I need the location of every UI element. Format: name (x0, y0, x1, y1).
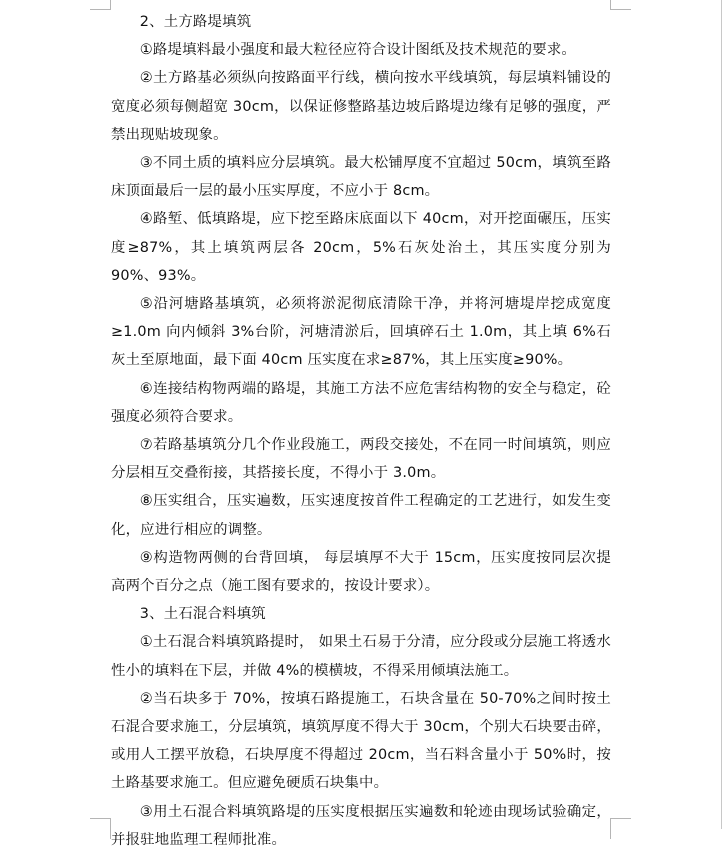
crop-mark-top-right (610, 0, 631, 10)
paragraph-work-sections: ⑦若路基填筑分几个作业段施工，两段交接处，不在同一时间填筑，则应分层相互交叠衔接，其搭接长度，不得小于 3.0m。 (111, 437, 611, 482)
paragraph-fill-strength: ①路堤填料最小强度和最大粒径应符合设计图纸及技术规范的要求。 (139, 42, 577, 59)
paragraph-compaction: ⑧压实组合，压实遍数，压实速度按首件工程确定的工艺进行，如发生变化，应进行相应的调整。 (111, 493, 611, 538)
paragraph-backfill: ⑨构造物两侧的台背回填， 每层填厚不大于 15cm，压实度按同层次提高两个百分之点（施工图有要求的，按设计要求）。 (111, 549, 611, 595)
document-body (111, 8, 611, 854)
section-heading-earth-rock-fill: 3、土石混合料填筑 (139, 606, 266, 623)
paragraph-rock-content: ②当石块多于 70%，按填石路提施工，石块含量在 50-70%之间时按土石混合要求施工，分层填筑，填筑厚度不得大于 30cm，个别大石块要击碎，或用人工摆平放稳，石块厚度不得超过 20cm，当石料含量小于 50%时，按土路基要求施工。但应避免硬质石块集中。 (111, 690, 611, 792)
paragraph-structure-ends: ⑥连接结构物两端的路堤，其施工方法不应危害结构物的安全与稳定，砼强度必须符合要求。 (111, 380, 611, 425)
section-heading-embankment-fill: 2、土方路堤填筑 (139, 14, 252, 30)
paragraph-layered-width: ②土方路基必须纵向按路面平行线，横向按水平线填筑，每层填料铺设的宽度必须每侧超宽 30cm，以保证修整路基边坡后路堤边缘有足够的强度，严禁出现贴坡现象。 (111, 70, 611, 143)
paragraph-earth-rock-layers: ①土石混合料填筑路提时， 如果土石易于分清，应分段或分层施工将透水性小的填料在下层，并做 4%的模横坡，不得采用倾填法施工。 (111, 634, 611, 679)
paragraph-cut-low-fill: ④路堑、低填路堤，应下挖至路床底面以下 40cm，对开挖面碾压，压实度≥87%，其上填筑两层各 20cm，5%石灰处治土，其压实度分别为 90%、93%。 (111, 211, 611, 284)
paragraph-riverbank-fill: ⑤沿河塘路基填筑，必须将淤泥彻底清除干净，并将河塘堤岸挖成宽度≥1.0m 向内倾斜 3%台阶，河塘清淤后，回填碎石土 1.0m，其上填 6%石灰土至原地面，最下面 40cm 压实度在求≥87%，其上压实度≥90%。 (111, 296, 611, 369)
crop-mark-top-left (90, 0, 111, 10)
paragraph-soil-layers: ③不同土质的填料应分层填筑。最大松铺厚度不宜超过 50cm，填筑至路床顶面最后一层的最小压实厚度，不应小于 8cm。 (111, 155, 611, 200)
paragraph-compaction-approval: ③用土石混合料填筑路堤的压实度根据压实遍数和轮迹由现场试验确定，并报驻地监理工程师批准。 (111, 803, 611, 848)
